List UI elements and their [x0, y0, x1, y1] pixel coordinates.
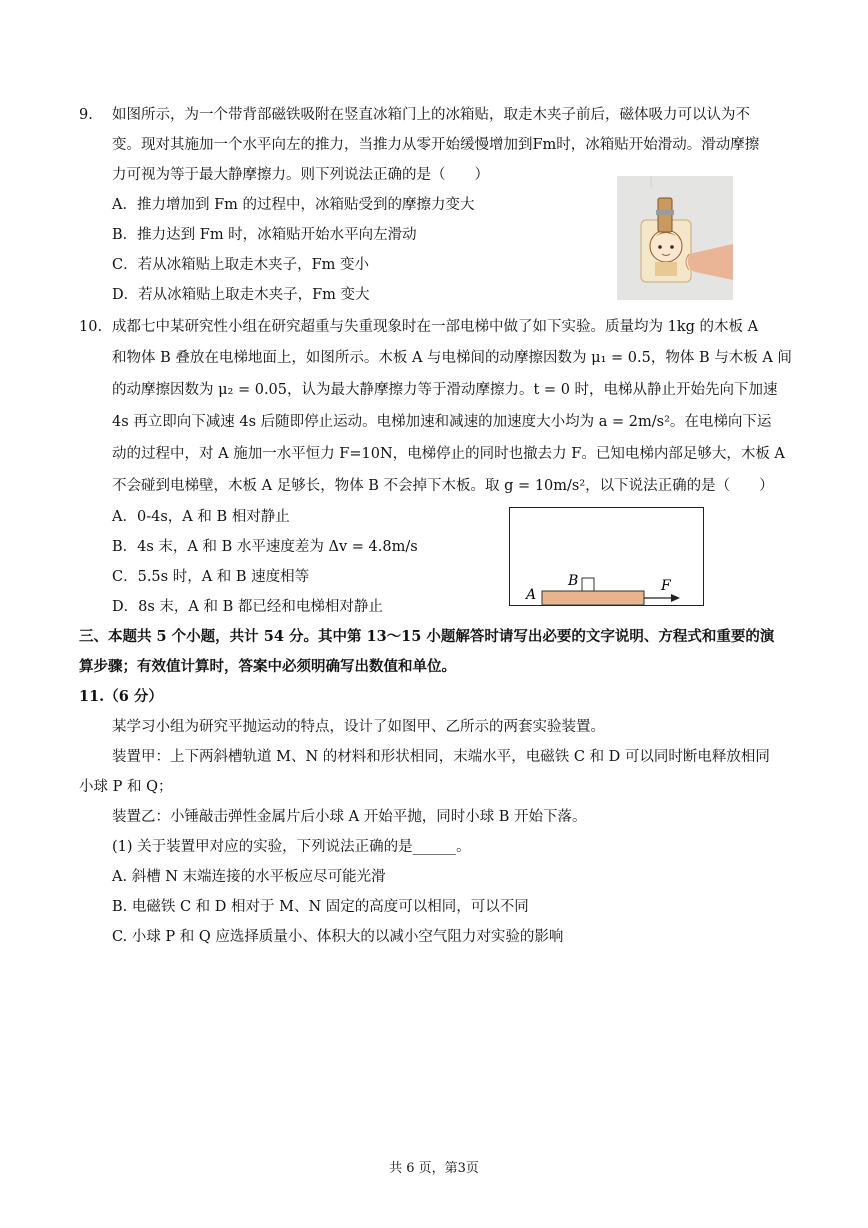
q11-intro: 某学习小组为研究平抛运动的特点，设计了如图甲、乙所示的两套实验装置。 [112, 719, 605, 735]
q10-line-6: 不会碰到电梯壁，木板 A 足够长，物体 B 不会掉下木板。取 g = 10m/s²，以下说法正确的是（ ） [112, 478, 774, 494]
section-3-line-1: 三、本题共 5 个小题，共计 54 分。其中第 13～15 小题解答时请写出必要的文字说明、方程式和重要的演 [79, 628, 775, 645]
fridge-magnet-illustration [617, 176, 733, 300]
label-a: A [526, 587, 537, 603]
q10-line-5: 动的过程中，对 A 施加一水平恒力 F=10N，电梯停止的同时也撤去力 F。已知电梯内部足够大，木板 A [112, 446, 785, 462]
q9-option-a: A．推力增加到 Fm 的过程中，冰箱贴受到的摩擦力变大 [112, 197, 475, 213]
q9-option-c: C．若从冰箱贴上取走木夹子，Fm 变小 [112, 257, 370, 273]
q10-number: 10. [79, 319, 103, 335]
q11-option-b: B. 电磁铁 C 和 D 相对于 M、N 固定的高度可以相同，可以不同 [112, 899, 529, 915]
q9-option-d: D．若从冰箱贴上取走木夹子，Fm 变大 [112, 287, 370, 303]
q10-line-2: 和物体 B 叠放在电梯地面上，如图所示。木板 A 与电梯间的动摩擦因数为 μ₁ = 0.5，物体 B 与木板 A 间 [112, 350, 792, 366]
q11-sub-question-1: (1) 关于装置甲对应的实验，下列说法正确的是______。 [112, 839, 471, 855]
q11-option-c: C. 小球 P 和 Q 应选择质量小、体积大的以减小空气阻力对实验的影响 [112, 929, 564, 945]
q10-option-b: B．4s 末，A 和 B 水平速度差为 Δv = 4.8m/s [112, 539, 418, 555]
q10-option-c: C．5.5s 时，A 和 B 速度相等 [112, 569, 310, 585]
board-a [542, 591, 644, 605]
q9-line-2: 变。现对其施加一个水平向左的推力，当推力从零开始缓慢增加到Fm时，冰箱贴开始滑动。滑动摩擦 [112, 137, 760, 153]
page-footer: 共 6 页，第3页 [389, 1161, 479, 1176]
q11-header: 11.（6 分） [79, 688, 163, 705]
section-3-line-2: 算步骤；有效值计算时，答案中必须明确写出数值和单位。 [79, 658, 456, 675]
q10-option-a: A．0-4s，A 和 B 相对静止 [112, 509, 290, 525]
q11-device-1-line-2: 小球 P 和 Q； [79, 779, 173, 795]
q10-line-3: 的动摩擦因数为 μ₂ = 0.05，认为最大静摩擦力等于滑动摩擦力。t = 0 时，电梯从静止开始先向下加速 [112, 382, 778, 398]
label-f: F [661, 578, 671, 594]
q11-device-1-line-1: 装置甲：上下两斜槽轨道 M、N 的材料和形状相同，末端水平，电磁铁 C 和 D 可以同时断电释放相同 [112, 749, 770, 765]
q10-line-1: 成都七中某研究性小组在研究超重与失重现象时在一部电梯中做了如下实验。质量均为 1kg 的木板 A [112, 319, 759, 335]
label-b: B [568, 573, 579, 589]
q11-device-2: 装置乙：小锤敲击弹性金属片后小球 A 开始平抛，同时小球 B 开始下落。 [112, 809, 587, 825]
q9-line-1: 如图所示，为一个带背部磁铁吸附在竖直冰箱门上的冰箱贴，取走木夹子前后，磁体吸力可以认为不 [112, 107, 750, 123]
block-b [582, 578, 594, 591]
q10-option-d: D．8s 末，A 和 B 都已经和电梯相对静止 [112, 599, 383, 615]
q11-option-a: A. 斜槽 N 末端连接的水平板应尽可能光滑 [112, 869, 386, 885]
q9-number: 9. [79, 107, 93, 123]
q9-option-b: B．推力达到 Fm 时，冰箱贴开始水平向左滑动 [112, 227, 417, 243]
elevator-diagram [509, 507, 704, 606]
q10-line-4: 4s 再立即向下减速 4s 后随即停止运动。电梯加速和减速的加速度大小均为 a = 2m/s²。在电梯向下运 [112, 414, 772, 430]
fridge-magnet-photo [617, 176, 733, 300]
q9-line-3: 力可视为等于最大静摩擦力。则下列说法正确的是（ ） [112, 167, 489, 183]
